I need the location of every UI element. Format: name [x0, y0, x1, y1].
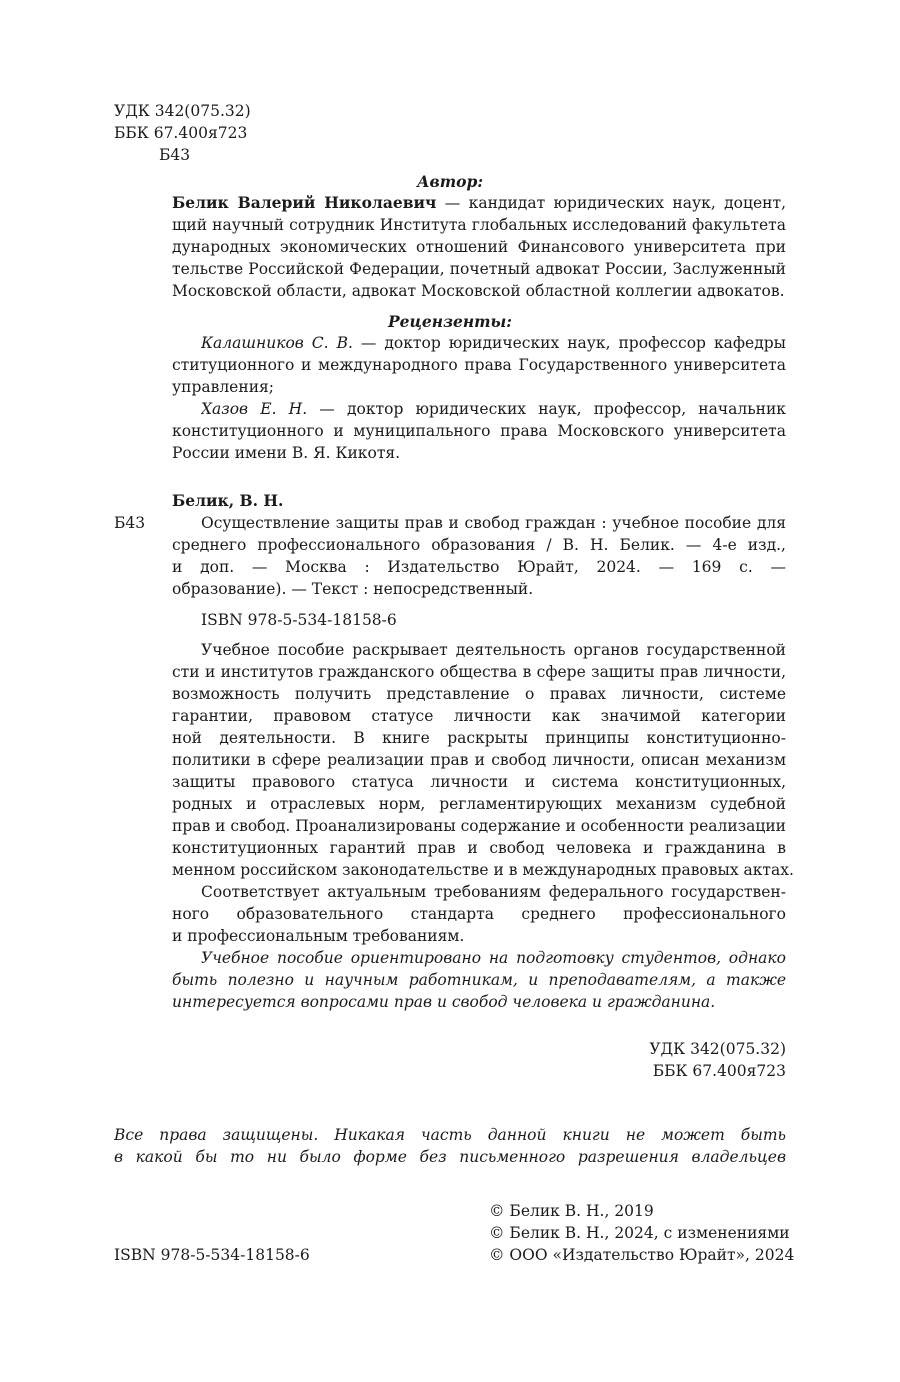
- bib-line: и доп. — Москва : Издательство Юрайт, 2024. — 169 с. —: [172, 558, 786, 576]
- author-heading: Автор:: [416, 172, 484, 191]
- reviewer-line: России имени В. Я. Кикотя.: [172, 444, 401, 462]
- reviewer-line: Калашников С. В. — доктор юридических наук, профессор кафедры: [201, 334, 786, 352]
- bib-line: Осуществление защиты прав и свобод граждан : учебное пособие для: [201, 514, 786, 532]
- author-sign: Б43: [159, 146, 191, 164]
- annotation-line: родных и отраслевых норм, регламентирующих механизм судебной: [172, 795, 786, 813]
- reviewer-line: управления;: [172, 378, 275, 396]
- annotation-line: ного образовательного стандарта среднего профессионального: [172, 905, 786, 923]
- annotation-line: Соответствует актуальным требованиям федерального государствен-: [201, 883, 786, 901]
- bib-author: Белик, В. Н.: [172, 491, 284, 510]
- annotation-line: прав и свобод. Проанализированы содержание и особенности реализации: [172, 817, 786, 835]
- bib-sign: Б43: [114, 514, 146, 532]
- annotation-line: конституционных гарантий прав и свобод человека и гражданина в: [172, 839, 786, 857]
- bbk-code: ББК 67.400я723: [114, 124, 248, 142]
- udk-code-bottom: УДК 342(075.32): [649, 1040, 786, 1058]
- annotation-line: гарантии, правовом статусе личности как значимой категории: [172, 707, 786, 725]
- bib-line: образование). — Текст : непосредственный.: [172, 580, 534, 598]
- reviewer-line: конституционного и муниципального права Московского университета: [172, 422, 786, 440]
- bbk-code-bottom: ББК 67.400я723: [652, 1062, 786, 1080]
- annotation-line: быть полезно и научным работникам, и преподавателям, а также: [172, 971, 786, 989]
- annotation-line: Учебное пособие раскрывает деятельность органов государственной: [201, 641, 786, 659]
- author-line: Московской области, адвокат Московской областной коллегии адвокатов.: [172, 282, 785, 300]
- copyright-line: © Белик В. Н., 2019: [489, 1202, 654, 1220]
- annotation-line: политики в сфере реализации прав и свобод личности, описан механизм: [172, 751, 786, 769]
- bib-isbn: ISBN 978-5-534-18158-6: [201, 611, 397, 629]
- annotation-line: ной деятельности. В книге раскрыты принципы конституционно-: [172, 729, 786, 747]
- copyright-line: © ООО «Издательство Юрайт», 2024: [489, 1246, 795, 1264]
- author-line: тельстве Российской Федерации, почетный адвокат России, Заслуженный: [172, 260, 786, 278]
- annotation-line: интересуется вопросами прав и свобод человека и гражданина.: [172, 993, 716, 1011]
- annotation-line: менном российском законодательстве и в международных правовых актах.: [172, 861, 794, 879]
- reviewer-line: Хазов Е. Н. — доктор юридических наук, профессор, начальник: [201, 400, 786, 418]
- reviewers-heading: Рецензенты:: [387, 312, 513, 331]
- copyright-line: © Белик В. Н., 2024, с изменениями: [489, 1224, 790, 1242]
- annotation-line: сти и институтов гражданского общества в сфере защиты прав личности,: [172, 663, 786, 681]
- bib-line: среднего профессионального образования / В. Н. Белик. — 4-е изд.,: [172, 536, 786, 554]
- annotation-line: Учебное пособие ориентировано на подготовку студентов, однако: [201, 949, 786, 967]
- reviewer-name: Хазов Е. Н.: [201, 400, 308, 418]
- annotation-line: возможность получить представление о правах личности, системе: [172, 685, 786, 703]
- annotation-line: защиты правового статуса личности и система конституционных,: [172, 773, 786, 791]
- author-line: щий научный сотрудник Института глобальных исследований факультета: [172, 216, 786, 234]
- rights-line: Все права защищены. Никакая часть данной книги не может быть: [114, 1126, 786, 1144]
- footer-isbn: ISBN 978-5-534-18158-6: [114, 1246, 310, 1264]
- author-line: дународных экономических отношений Финансового университета при: [172, 238, 786, 256]
- annotation-line: и профессиональным требованиям.: [172, 927, 465, 945]
- reviewer-name: Калашников С. В.: [201, 334, 353, 352]
- udk-code: УДК 342(075.32): [114, 102, 251, 120]
- author-line: Белик Валерий Николаевич — кандидат юридических наук, доцент,: [172, 193, 786, 212]
- reviewer-line: ституционного и международного права Государственного университета: [172, 356, 786, 374]
- rights-line: в какой бы то ни было форме без письменного разрешения владельцев: [114, 1148, 786, 1166]
- author-name: Белик Валерий Николаевич: [172, 193, 437, 212]
